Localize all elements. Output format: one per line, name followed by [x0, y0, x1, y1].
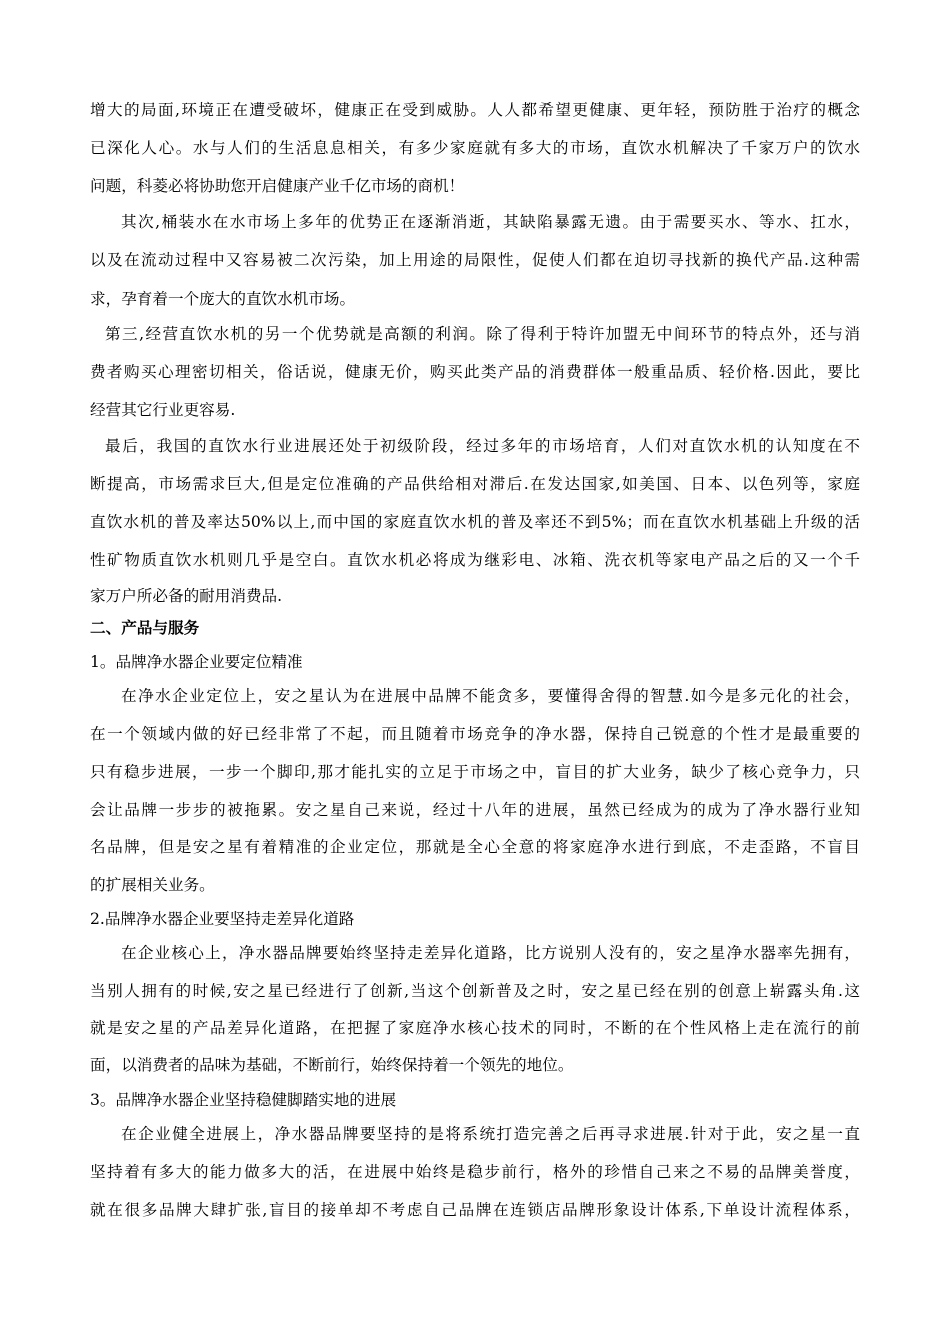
paragraph-line: 在一个领域内做的好已经非常了不起，而且随着市场竞争的净水器，保持自己锐意的个性才是最重要的: [90, 725, 860, 743]
paragraph-line: 坚持着有多大的能力做多大的活，在进展中始终是稳步前行，格外的珍惜自己来之不易的品牌美誉度，: [90, 1163, 860, 1181]
paragraph-line: 会让品牌一步步的被拖累。安之星自己来说，经过十八年的进展，虽然已经成为的成为了净水器行业知: [90, 801, 860, 819]
paragraph-line: 面，以消费者的品味为基础，不断前行，始终保持着一个领先的地位。: [90, 1056, 574, 1074]
paragraph-line: 家万户所必备的耐用消费品.: [90, 587, 283, 605]
paragraph-line: 在企业核心上，净水器品牌要始终坚持走差异化道路，比方说别人没有的，安之星净水器率先拥有，: [121, 944, 860, 962]
paragraph-line: 就是安之星的产品差异化道路，在把握了家庭净水核心技术的同时，不断的在个性风格上走在流行的前: [90, 1019, 860, 1037]
paragraph-line: 直饮水机的普及率达50%以上,而中国的家庭直饮水机的普及率还不到5%；而在直饮水机基础上升级的活: [90, 513, 860, 531]
paragraph-line: 的扩展相关业务。: [90, 876, 215, 894]
paragraph-line: 最后，我国的直饮水行业进展还处于初级阶段，经过多年的市场培育，人们对直饮水机的认知度在不: [105, 437, 860, 455]
paragraph-line: 在净水企业定位上，安之星认为在进展中品牌不能贪多，要懂得舍得的智慧.如今是多元化的社会，: [121, 687, 860, 705]
paragraph-line: 已深化人心。水与人们的生活息息相关，有多少家庭就有多大的市场，直饮水机解决了千家万户的饮水: [90, 139, 860, 157]
paragraph-line: 只有稳步进展，一步一个脚印,那才能扎实的立足于市场之中，盲目的扩大业务，缺少了核心竞争力，只: [90, 763, 860, 781]
paragraph-line: 性矿物质直饮水机则几乎是空白。直饮水机必将成为继彩电、冰箱、洗衣机等家电产品之后的又一个千: [90, 551, 860, 569]
subsection-heading: 3。品牌净水器企业坚持稳健脚踏实地的进展: [90, 1091, 397, 1109]
paragraph-line: 问题，科菱必将协助您开启健康产业千亿市场的商机！: [90, 177, 465, 195]
paragraph-line: 增大的局面,环境正在遭受破坏，健康正在受到威胁。人人都希望更健康、更年轻，预防胜于治疗的概念: [90, 101, 860, 119]
paragraph-line: 以及在流动过程中又容易被二次污染，加上用途的局限性，促使人们都在迫切寻找新的换代产品.这种需: [90, 251, 860, 269]
paragraph-line: 第三,经营直饮水机的另一个优势就是高额的利润。除了得利于特许加盟无中间环节的特点外，还与消: [105, 325, 860, 343]
paragraph-line: 经营其它行业更容易.: [90, 401, 236, 419]
paragraph-line: 断提高，市场需求巨大,但是定位准确的产品供给相对滞后.在发达国家,如美国、日本、以色列等，家庭: [90, 475, 860, 493]
section-heading: 二、产品与服务: [90, 619, 200, 637]
paragraph-line: 当别人拥有的时候,安之星已经进行了创新,当这个创新普及之时，安之星已经在别的创意上崭露头角.这: [90, 982, 860, 1000]
paragraph-line: 在企业健全进展上，净水器品牌要坚持的是将系统打造完善之后再寻求进展.针对于此，安之星一直: [121, 1125, 860, 1143]
subsection-heading: 2.品牌净水器企业要坚持走差异化道路: [90, 910, 355, 928]
subsection-heading: 1。品牌净水器企业要定位精准: [90, 653, 303, 671]
paragraph-line: 其次,桶装水在水市场上多年的优势正在逐渐消逝，其缺陷暴露无遗。由于需要买水、等水、扛水，: [121, 213, 860, 231]
paragraph-line: 费者购买心理密切相关，俗话说，健康无价，购买此类产品的消费群体一般重品质、轻价格.因此，要比: [90, 363, 860, 381]
paragraph-line: 名品牌，但是安之星有着精准的企业定位，那就是全心全意的将家庭净水进行到底，不走歪路，不盲目: [90, 838, 860, 856]
paragraph-line: 求，孕育着一个庞大的直饮水机市场。: [90, 290, 356, 308]
paragraph-line: 就在很多品牌大肆扩张,盲目的接单却不考虑自己品牌在连锁店品牌形象设计体系,下单设计流程体系，: [90, 1201, 860, 1219]
